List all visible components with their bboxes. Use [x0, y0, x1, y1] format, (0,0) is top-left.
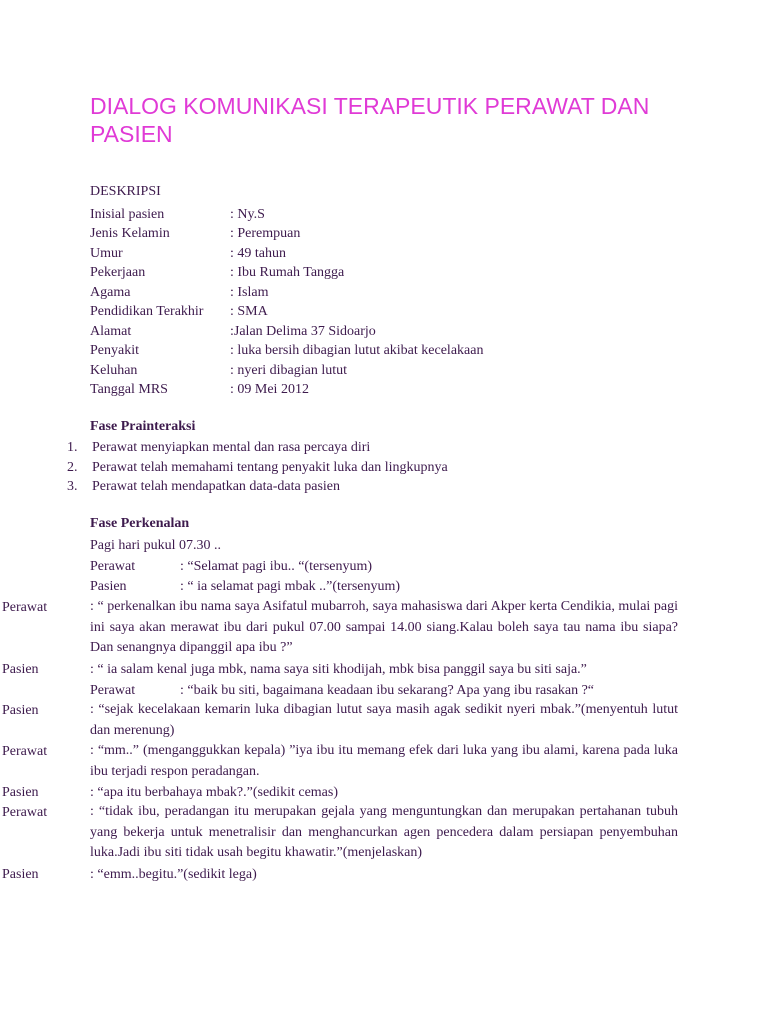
deskripsi-heading: DESKRIPSI [90, 184, 161, 199]
field-label: Agama [90, 285, 131, 300]
dialog-text: : “ ia selamat pagi mbak ..”(tersenyum) [180, 579, 401, 594]
list-text: Perawat menyiapkan mental dan rasa percaya diri [92, 440, 371, 455]
list-number: 2. [67, 460, 78, 475]
field-label: Tanggal MRS [90, 382, 168, 397]
field-label: Keluhan [90, 363, 138, 378]
field-label: Inisial pasien [90, 207, 165, 222]
prainteraksi-heading: Fase Prainteraksi [90, 419, 196, 434]
list-text: Perawat telah memahami tentang penyakit luka dan lingkupnya [92, 460, 448, 475]
dialog-text: : “emm..begitu.”(sedikit lega) [90, 867, 257, 882]
field-value: : Ibu Rumah Tangga [230, 265, 345, 280]
field-row [90, 263, 344, 282]
field-row [90, 341, 483, 360]
dialog-text: : “mm..” (menganggukkan kepala) ”iya ibu itu memang efek dari luka yang ibu alami, karena pada luka ibu terjadi respon peradangan. [90, 743, 678, 779]
field-row [90, 205, 265, 224]
field-label: Alamat [90, 324, 132, 339]
speaker-label: Pasien [2, 867, 39, 882]
field-value: : Ny.S [230, 207, 265, 222]
speaker-label: Perawat [2, 805, 48, 820]
field-value: :Jalan Delima 37 Sidoarjo [230, 324, 376, 339]
dialog-line [90, 557, 372, 576]
intro-text: Pagi hari pukul 07.30 .. [90, 538, 222, 553]
list-item [67, 438, 370, 457]
field-row [90, 224, 300, 243]
field-label: Umur [90, 246, 123, 261]
dialog-text: : “tidak ibu, peradangan itu merupakan gejala yang menguntungkan dan merupakan pertahanan tubuh yang bekerja untuk menetralisir dan menghancurkan agen pencedera dalam persiapan penyembuhan luka.Jadi ibu siti tidak usah begitu khawatir.”(menjelaskan) [90, 804, 678, 860]
speaker-label: Pasien [2, 785, 39, 800]
field-label: Pendidikan Terakhir [90, 304, 204, 319]
speaker-label: Pasien [2, 662, 39, 677]
field-value: : Perempuan [230, 226, 301, 241]
list-number: 1. [67, 440, 78, 455]
field-row [90, 302, 268, 321]
list-item [67, 458, 448, 477]
speaker-label: Perawat [90, 559, 136, 574]
dialog-text: : “ perkenalkan ibu nama saya Asifatul mubarroh, saya mahasiswa dari Akper kerta Cendikia, mulai pagi ini saya akan merawat ibu dari pukul 07.00 sampai 14.00 siang.Kalau boleh saya tau nama ibu siapa? Dan senangnya dipanggil apa ibu ?” [90, 599, 678, 655]
dialog-text: : “Selamat pagi ibu.. “(tersenyum) [180, 559, 373, 574]
speaker-label: Perawat [90, 683, 136, 698]
field-value: : SMA [230, 304, 268, 319]
field-row [90, 322, 376, 341]
list-number: 3. [67, 479, 78, 494]
field-value: : nyeri dibagian lutut [230, 363, 348, 378]
field-row [90, 244, 286, 263]
dialog-line [90, 577, 400, 596]
dialog-text: : “baik bu siti, bagaimana keadaan ibu sekarang? Apa yang ibu rasakan ?“ [180, 683, 595, 698]
speaker-label: Pasien [90, 579, 127, 594]
field-label: Penyakit [90, 343, 139, 358]
field-row [90, 283, 269, 302]
field-label: Jenis Kelamin [90, 226, 170, 241]
field-row [90, 361, 347, 380]
dialog-text: : “sejak kecelakaan kemarin luka dibagian lutut saya masih agak sedikit nyeri mbak.”(menyentuh lutut dan merenung) [90, 702, 678, 738]
perkenalan-heading: Fase Perkenalan [90, 516, 190, 531]
speaker-label: Pasien [2, 703, 39, 718]
field-value: : 09 Mei 2012 [230, 382, 309, 397]
field-label: Pekerjaan [90, 265, 146, 280]
field-value: : Islam [230, 285, 269, 300]
field-value: : 49 tahun [230, 246, 286, 261]
field-row [90, 380, 309, 399]
field-value: : luka bersih dibagian lutut akibat kecelakaan [230, 343, 484, 358]
dialog-text: : “apa itu berbahaya mbak?.”(sedikit cemas) [90, 785, 338, 800]
speaker-label: Perawat [2, 600, 48, 615]
dialog-text: : “ ia salam kenal juga mbk, nama saya siti khodijah, mbk bisa panggil saya bu siti saja.” [90, 662, 587, 677]
list-text: Perawat telah mendapatkan data-data pasien [92, 479, 340, 494]
dialog-line [90, 681, 594, 700]
list-item [67, 477, 340, 496]
speaker-label: Perawat [2, 744, 48, 759]
document-title: DIALOG KOMUNIKASI TERAPEUTIK PERAWAT DAN PASIEN [90, 93, 650, 147]
